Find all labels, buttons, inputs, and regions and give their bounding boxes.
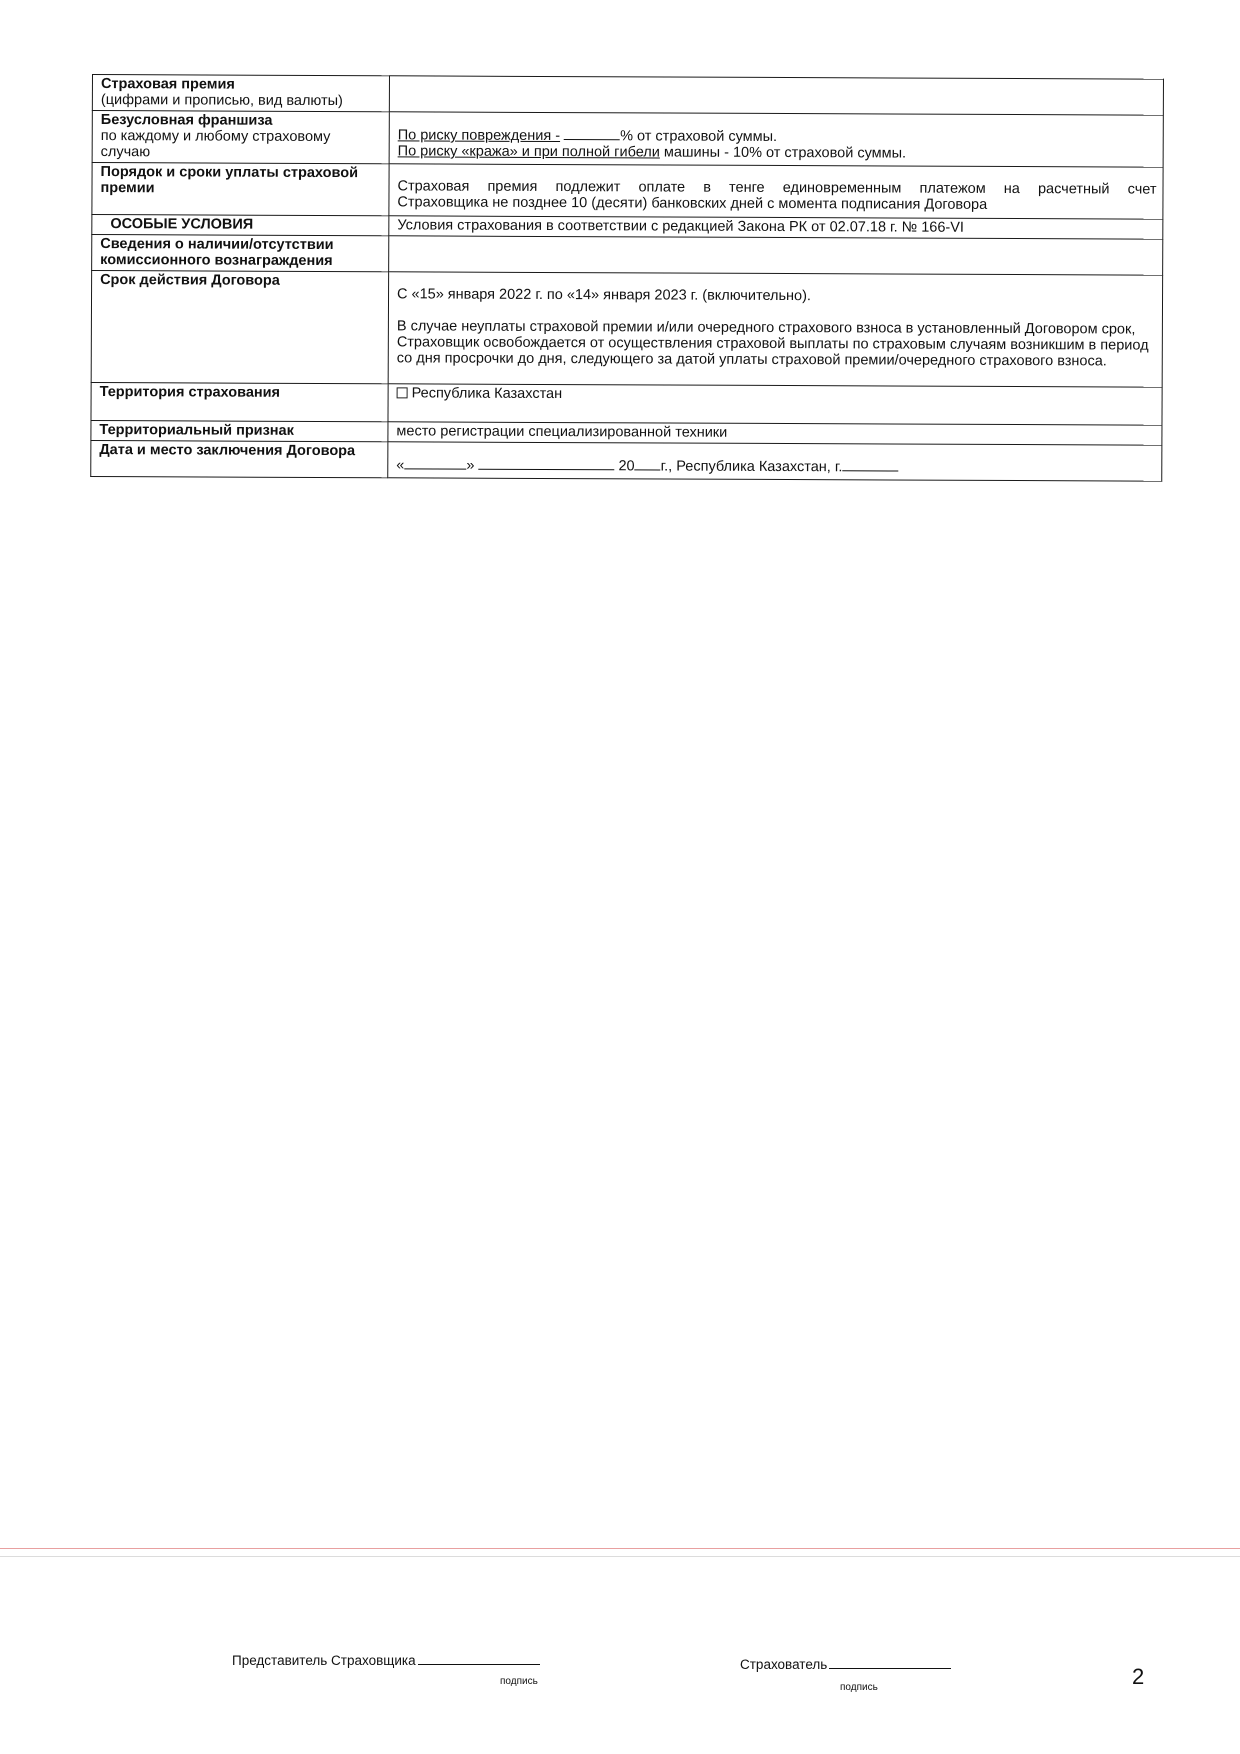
- special-label: ОСОБЫЕ УСЛОВИЯ: [110, 216, 254, 233]
- deductible-percent-blank: [564, 127, 620, 140]
- date-year-prefix: 20: [618, 458, 635, 475]
- row-premium: [92, 75, 1163, 116]
- payment-value-cell: [389, 164, 1163, 219]
- deductible-damage-suffix: % от страховой суммы.: [620, 128, 778, 145]
- commission-value: [389, 236, 1163, 275]
- commission-label: Сведения о наличии/отсутствии комиссионного вознаграждения: [100, 236, 334, 270]
- commission-label-cell: [92, 235, 389, 272]
- insured-caption: подпись: [840, 1682, 878, 1693]
- term-value-cell: [388, 272, 1162, 387]
- territory-label: Территория страхования: [99, 384, 281, 401]
- term-label-cell: [91, 271, 388, 384]
- territory-value: Республика Казахстан: [411, 385, 563, 403]
- territorial-sign-label: Территориальный признак: [99, 422, 294, 439]
- term-period: С «15» января 2022 г. по «14» января 2023 г. (включительно).: [397, 286, 812, 305]
- row-date-place: [91, 440, 1162, 481]
- deductible-label-cell: [92, 111, 389, 164]
- insurer-rep-signature-line[interactable]: [418, 1650, 540, 1665]
- premium-sublabel: (цифрами и прописью, вид валюты): [100, 92, 343, 110]
- territory-value-cell: [388, 384, 1162, 425]
- date-place-label: Дата и место заключения Договора: [99, 442, 356, 460]
- payment-line-1: Страховая премия подлежит оплате в тенге единовременным платежом на расчетный счет: [397, 178, 1157, 198]
- territorial-sign-value: место регистрации специализированной техники: [388, 422, 1162, 445]
- row-commission: [92, 235, 1163, 276]
- insured-signature-line[interactable]: [829, 1654, 951, 1669]
- territory-checkbox[interactable]: [397, 387, 408, 398]
- territory-label-cell: [91, 382, 388, 421]
- insurer-rep-signature: [232, 1650, 540, 1668]
- payment-label-cell: [92, 163, 389, 216]
- row-term: [91, 271, 1162, 388]
- date-open-quote: «: [396, 457, 405, 474]
- term-label: Срок действия Договора: [100, 272, 280, 289]
- insured-signature: [740, 1654, 951, 1672]
- deductible-theft-line: [398, 143, 1157, 162]
- territorial-sign-label-cell: [91, 420, 388, 441]
- deductible-theft-underlined: По риску «кража» и при полной гибели: [397, 143, 660, 161]
- payment-line-2: Страховщика не позднее 10 (десяти) банковских дней с момента подписания Договора: [397, 194, 988, 213]
- insurer-rep-caption: подпись: [500, 1676, 538, 1687]
- premium-label-cell: [92, 75, 389, 112]
- premium-label: Страховая премия: [100, 76, 235, 93]
- payment-label: Порядок и сроки уплаты страховой премии: [100, 164, 359, 197]
- contract-terms-table: [90, 74, 1164, 482]
- deductible-value-cell: [389, 112, 1163, 167]
- special-label-cell: [92, 215, 389, 236]
- row-deductible: [92, 111, 1163, 168]
- date-month-blank[interactable]: [478, 457, 614, 471]
- deductible-theft-rest: машины - 10% от страховой суммы.: [659, 144, 907, 162]
- date-day-blank[interactable]: [404, 456, 466, 469]
- date-place-suffix: г., Республика Казахстан, г.: [660, 458, 843, 476]
- premium-value: [389, 76, 1163, 115]
- date-year-blank[interactable]: [635, 457, 661, 470]
- date-close-quote: »: [466, 457, 475, 474]
- date-place-label-cell: [91, 440, 388, 477]
- footer-grey-rule: [0, 1556, 1240, 1557]
- row-payment: [92, 163, 1163, 220]
- deductible-sublabel: по каждому и любому страховому случаю: [100, 128, 331, 161]
- footer-red-rule: [0, 1548, 1240, 1549]
- date-place-value-cell: [388, 442, 1162, 481]
- term-note: В случае неуплаты страховой премии и/или очередного страхового взноса в установленный Договором срок, Страховщик освобождается от осуществления страховой выплаты по страховым случаям возникшим в период со дня просрочки до дня, следующего за датой уплаты страховой премии/очередного страхового взноса.: [396, 318, 1149, 370]
- city-blank[interactable]: [842, 458, 898, 471]
- special-value: Условия страхования в соответствии с редакцией Закона РК от 02.07.18 г. № 166-VI: [389, 216, 1163, 239]
- page-number: 2: [1132, 1664, 1145, 1689]
- deductible-label: Безусловная франшиза: [100, 112, 273, 129]
- insured-label: Страхователь: [740, 1657, 828, 1672]
- insurer-rep-label: Представитель Страховщика: [232, 1653, 416, 1668]
- row-territory: [91, 382, 1162, 425]
- deductible-damage-prefix: По риску повреждения -: [397, 127, 561, 145]
